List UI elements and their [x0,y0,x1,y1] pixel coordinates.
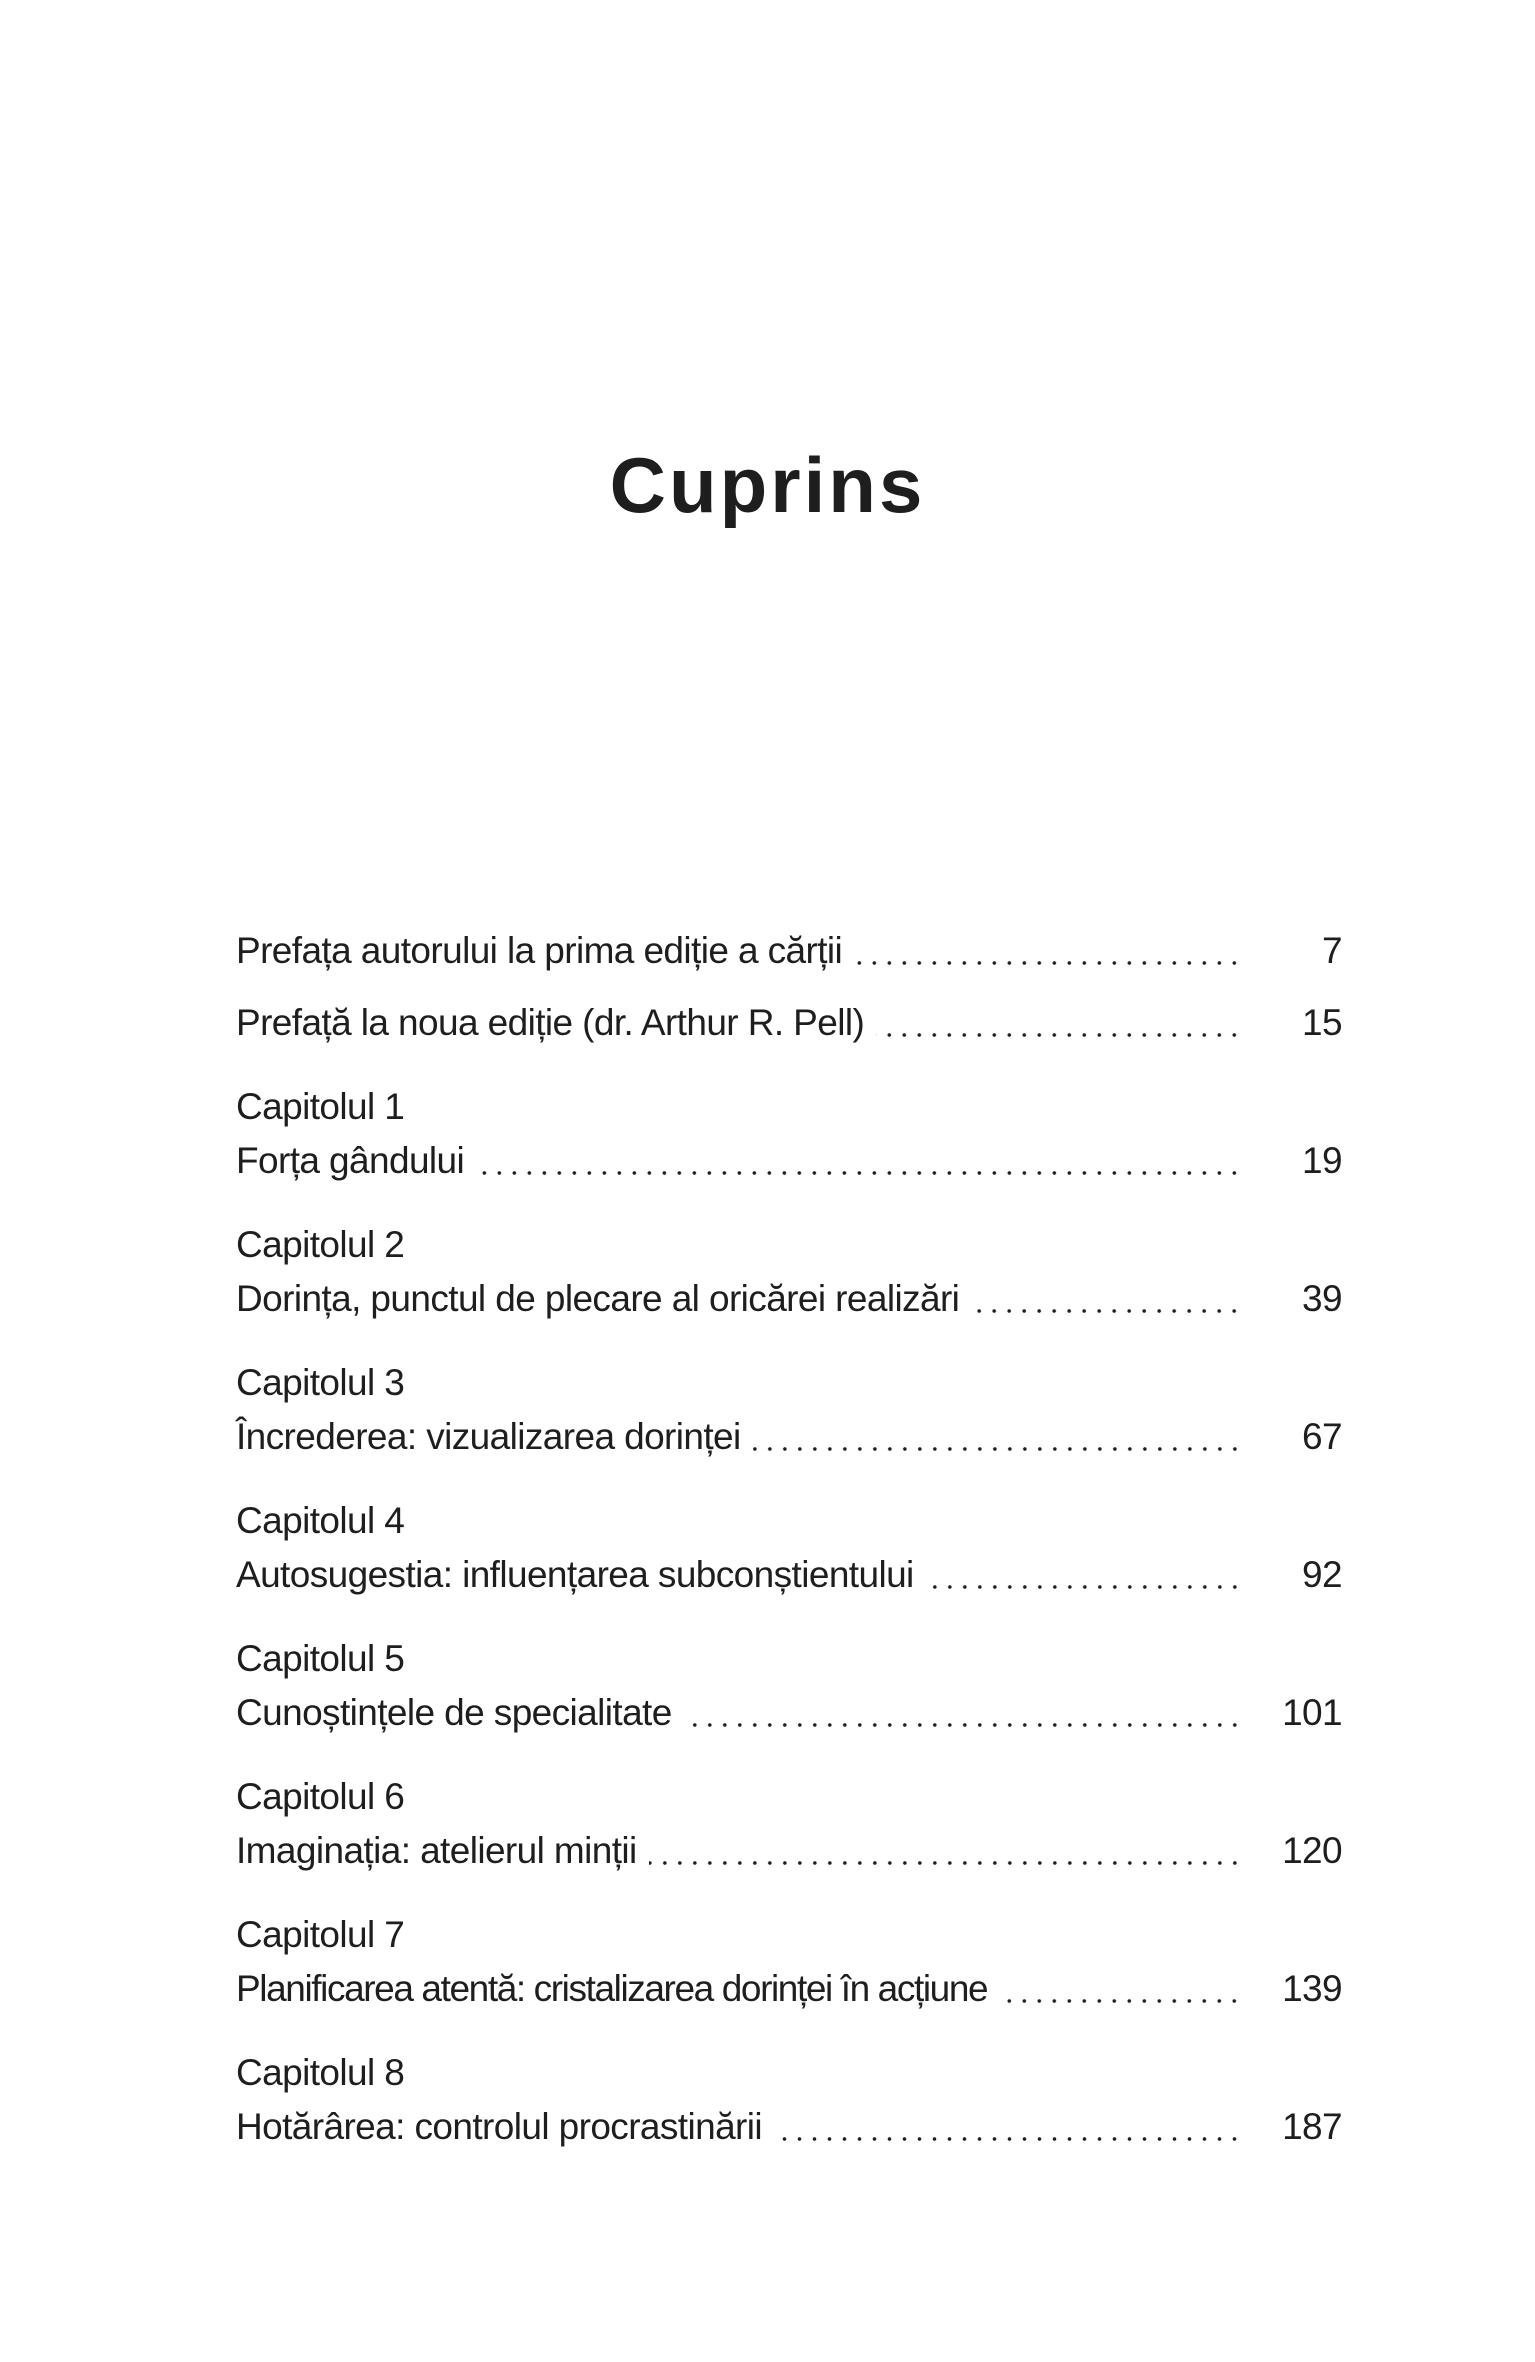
toc-entry [236,924,1342,978]
toc-chapter-entry [236,1908,1342,2016]
page-number: 101 [1282,1692,1342,1733]
toc-chapter-entry [236,1080,1342,1188]
chapter-label: Capitolul 2 [236,1224,405,1265]
page-number: 19 [1302,1140,1342,1181]
toc-entry [236,996,1342,1050]
dot-leader [971,1309,1242,1313]
page-number: 67 [1302,1416,1342,1457]
chapter-label: Capitolul 4 [236,1500,405,1541]
chapter-label: Capitolul 5 [236,1638,405,1679]
dot-leader [876,1033,1242,1037]
dot-leader [926,1585,1242,1589]
entry-title: Forța gândului [236,1140,465,1181]
chapter-label: Capitolul 1 [236,1086,405,1127]
page-number: 92 [1302,1554,1342,1595]
dot-leader [476,1171,1242,1175]
toc-chapter-entry [236,2046,1342,2154]
dot-leader [753,1447,1242,1451]
entry-title: Prefața autorului la prima ediție a cărții [236,930,843,971]
page-number: 120 [1282,1830,1342,1871]
chapter-label: Capitolul 7 [236,1914,405,1955]
toc-chapter-entry [236,1770,1342,1878]
entry-title: Încrederea: vizualizarea dorinței [236,1416,741,1457]
table-of-contents [236,924,1342,2184]
entry-title: Imaginația: atelierul minții [236,1830,637,1871]
dot-leader [774,2137,1242,2141]
page-title: Cuprins [609,441,926,529]
dot-leader [649,1861,1242,1865]
entry-title: Planificarea atentă: cristalizarea dorinței în acțiune [236,1968,988,2009]
dot-leader [854,961,1242,965]
entry-title: Dorința, punctul de plecare al oricărei realizări [236,1278,960,1319]
chapter-label: Capitolul 6 [236,1776,405,1817]
chapter-label: Capitolul 3 [236,1362,405,1403]
page-number: 39 [1302,1278,1342,1319]
toc-chapter-entry [236,1632,1342,1740]
dot-leader [999,1999,1242,2003]
toc-chapter-entry [236,1356,1342,1464]
page-number: 187 [1282,2106,1342,2147]
page-number: 139 [1282,1968,1342,2009]
toc-chapter-entry [236,1218,1342,1326]
toc-chapter-entry [236,1494,1342,1602]
page-number: 15 [1302,1002,1342,1043]
entry-title: Hotărârea: controlul procrastinării [236,2106,763,2147]
entry-title: Autosugestia: influențarea subconștientului [236,1554,914,1595]
entry-title: Prefață la noua ediție (dr. Arthur R. Pell) [236,1002,865,1043]
chapter-label: Capitolul 8 [236,2052,405,2093]
entry-title: Cunoștințele de specialitate [236,1692,672,1733]
dot-leader [684,1723,1242,1727]
page-number: 7 [1322,930,1342,971]
